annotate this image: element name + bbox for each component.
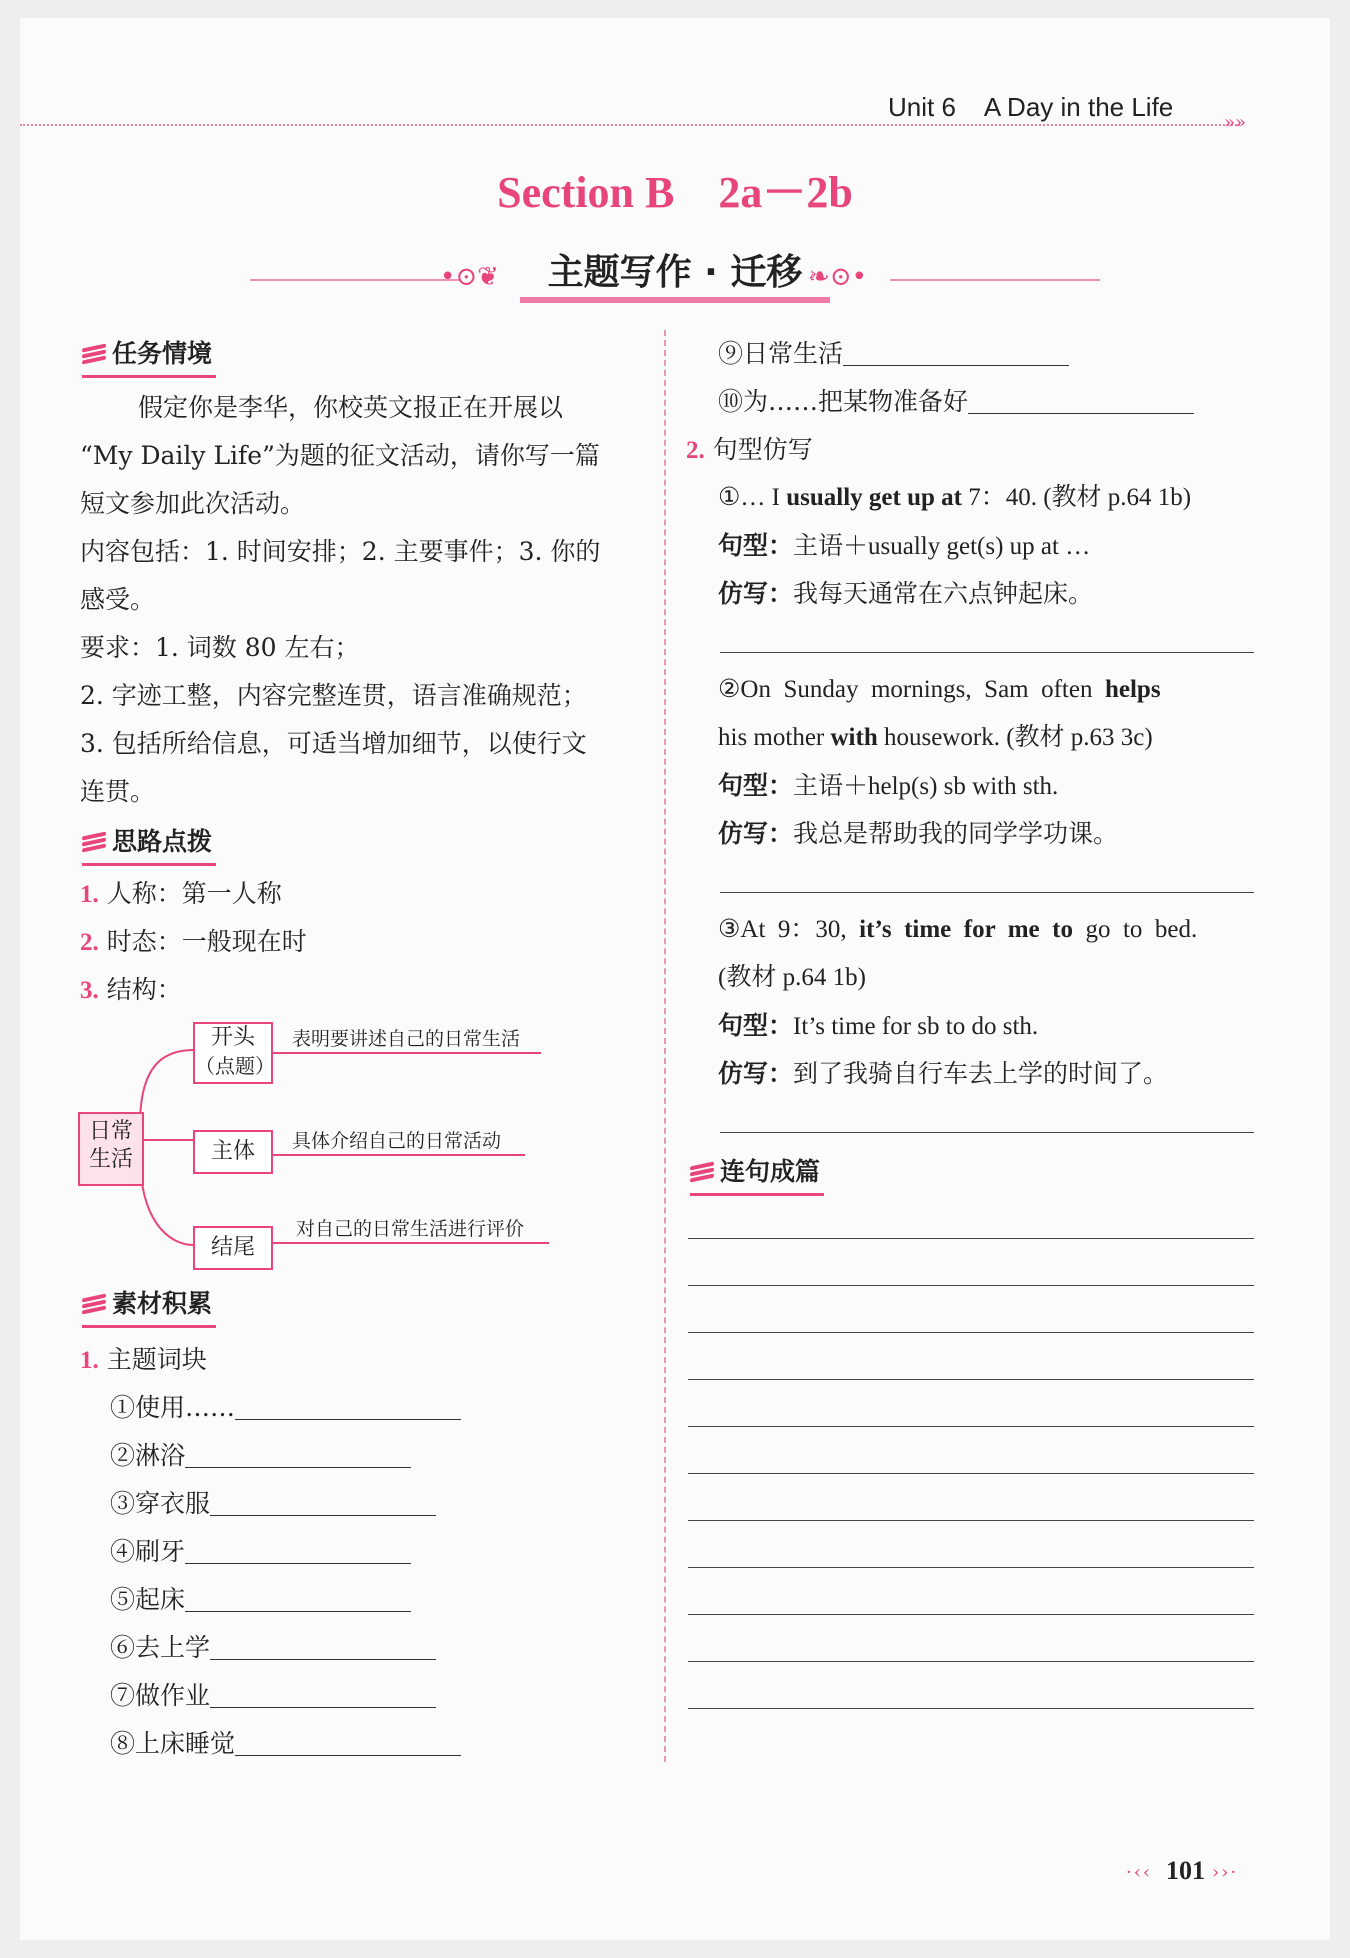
pattern-rule: 句型：It’s time for sb to do sth. — [718, 1011, 1039, 1040]
essay-line[interactable] — [688, 1426, 1254, 1427]
pattern-rule: 句型：主语＋usually get(s) up at … — [718, 531, 1091, 560]
pattern-example: ②On Sunday mornings, Sam often helps — [718, 676, 1161, 703]
mindmap-underline — [271, 1154, 525, 1156]
answer-blank[interactable] — [843, 337, 1069, 366]
task-line: 短文参加此次活动。 — [80, 489, 306, 518]
essay-line[interactable] — [688, 1285, 1254, 1286]
ideas-item: 3. 结构： — [80, 975, 182, 1004]
answer-blank[interactable] — [235, 1727, 461, 1756]
flourish-right-icon: ❧⊙• — [808, 262, 867, 292]
mindmap-root: 日常 生活 — [78, 1112, 144, 1186]
pattern-imitate: 仿写：到了我骑自行车去上学的时间了。 — [718, 1059, 1169, 1088]
material-heading — [82, 1284, 212, 1320]
answer-blank[interactable] — [235, 1391, 461, 1420]
mindmap-underline — [271, 1242, 549, 1244]
mindmap-branch-box: 结尾 — [193, 1226, 273, 1270]
answer-blank[interactable] — [968, 385, 1194, 414]
answer-blank[interactable] — [210, 1487, 436, 1516]
mindmap-branch-desc: 具体介绍自己的日常活动 — [292, 1130, 502, 1152]
book-icon — [82, 343, 108, 365]
answer-line[interactable] — [720, 652, 1254, 653]
essay-line[interactable] — [688, 1614, 1254, 1615]
task-heading — [82, 334, 212, 370]
ideas-heading-text: 思路点拨 — [112, 827, 213, 856]
ideas-heading — [82, 822, 212, 858]
answer-blank[interactable] — [210, 1679, 436, 1708]
book-icon — [82, 1293, 108, 1315]
essay-line[interactable] — [688, 1332, 1254, 1333]
answer-blank[interactable] — [185, 1439, 411, 1468]
patterns-item: 2. 句型仿写 — [686, 435, 813, 464]
phrase-item: ⑨日常生活 — [718, 330, 1069, 378]
essay-line[interactable] — [688, 1238, 1254, 1239]
phrase-item: ⑥去上学 — [110, 1624, 436, 1672]
pattern-example: ③At 9：30, it’s time for me to go to bed. — [718, 916, 1198, 943]
phrase-item: ⑤起床 — [110, 1576, 411, 1624]
answer-blank[interactable] — [185, 1583, 411, 1612]
running-header — [888, 92, 1173, 123]
phrase-item: ②淋浴 — [110, 1432, 411, 1480]
mindmap-underline — [271, 1052, 541, 1054]
chevron-right-icon: ››· — [1212, 1862, 1239, 1883]
phrase-item: ⑩为……把某物准备好 — [718, 378, 1194, 426]
task-line: 连贯。 — [80, 777, 156, 806]
essay-line[interactable] — [688, 1661, 1254, 1662]
essay-line[interactable] — [688, 1708, 1254, 1709]
essay-heading-text: 连句成篇 — [720, 1157, 821, 1186]
ideas-item: 2. 时态：一般现在时 — [80, 927, 307, 956]
task-line: 2. 字迹工整，内容完整连贯，语言准确规范； — [80, 681, 587, 710]
task-line: 假定你是李华，你校英文报正在开展以 — [138, 393, 564, 422]
page-number: 101 — [1166, 1856, 1205, 1885]
pattern-imitate: 仿写：我每天通常在六点钟起床。 — [718, 579, 1094, 608]
book-icon — [82, 831, 108, 853]
mindmap-branch-desc: 对自己的日常生活进行评价 — [296, 1218, 525, 1240]
essay-line[interactable] — [688, 1567, 1254, 1568]
column-divider — [664, 330, 666, 1762]
section-title: Section B 2a－2b — [497, 168, 853, 217]
ideas-item: 1. 人称：第一人称 — [80, 879, 282, 908]
answer-line[interactable] — [720, 1132, 1254, 1133]
chevron-left-icon: ·‹‹ — [1126, 1862, 1153, 1883]
task-line: 感受。 — [80, 585, 156, 614]
phrase-item: ①使用…… — [110, 1384, 461, 1432]
pattern-rule: 句型：主语＋help(s) sb with sth. — [718, 771, 1059, 800]
answer-line[interactable] — [720, 892, 1254, 893]
task-line: 内容包括：1. 时间安排；2. 主要事件；3. 你的 — [80, 537, 601, 566]
answer-blank[interactable] — [185, 1535, 411, 1564]
essay-line[interactable] — [688, 1520, 1254, 1521]
mindmap-branch-box: 开头 （点题） — [193, 1022, 273, 1084]
unit-title: A Day in the Life — [983, 92, 1174, 122]
material-item: 1. 主题词块 — [80, 1345, 207, 1374]
task-heading-text: 任务情境 — [112, 339, 213, 368]
pattern-imitate: 仿写：我总是帮助我的同学学功课。 — [718, 819, 1119, 848]
pattern-example: ①… I usually get up at 7：40. (教材 p.64 1b) — [718, 484, 1192, 511]
unit-label: Unit 6 — [888, 92, 956, 122]
pattern-example: (教材 p.64 1b) — [718, 964, 866, 991]
flourish-left-icon: •⊙❦ — [440, 262, 499, 292]
banner-right-line — [890, 279, 1100, 281]
essay-heading — [690, 1152, 820, 1188]
mindmap-branch-box: 主体 — [193, 1130, 273, 1174]
phrase-item: ⑦做作业 — [110, 1672, 436, 1720]
phrase-item: ④刷牙 — [110, 1528, 411, 1576]
task-line: 3. 包括所给信息，可适当增加细节，以使行文 — [80, 729, 587, 758]
answer-blank[interactable] — [210, 1631, 436, 1660]
banner-left-line — [250, 279, 460, 281]
essay-line[interactable] — [688, 1473, 1254, 1474]
task-line: 要求：1. 词数 80 左右； — [80, 633, 360, 662]
mindmap-branch-desc: 表明要讲述自己的日常生活 — [292, 1028, 521, 1050]
task-line: “My Daily Life”为题的征文活动，请你写一篇 — [80, 441, 600, 470]
header-rule — [20, 124, 1240, 126]
pattern-example: his mother with housework. (教材 p.63 3c) — [718, 724, 1153, 751]
chevron-right-icon: »» — [1224, 112, 1247, 133]
essay-line[interactable] — [688, 1379, 1254, 1380]
phrase-item: ③穿衣服 — [110, 1480, 436, 1528]
material-heading-text: 素材积累 — [112, 1289, 213, 1318]
book-icon — [690, 1161, 716, 1183]
banner-title: 主题写作 · 迁移 — [520, 244, 830, 303]
phrase-item: ⑧上床睡觉 — [110, 1720, 461, 1768]
